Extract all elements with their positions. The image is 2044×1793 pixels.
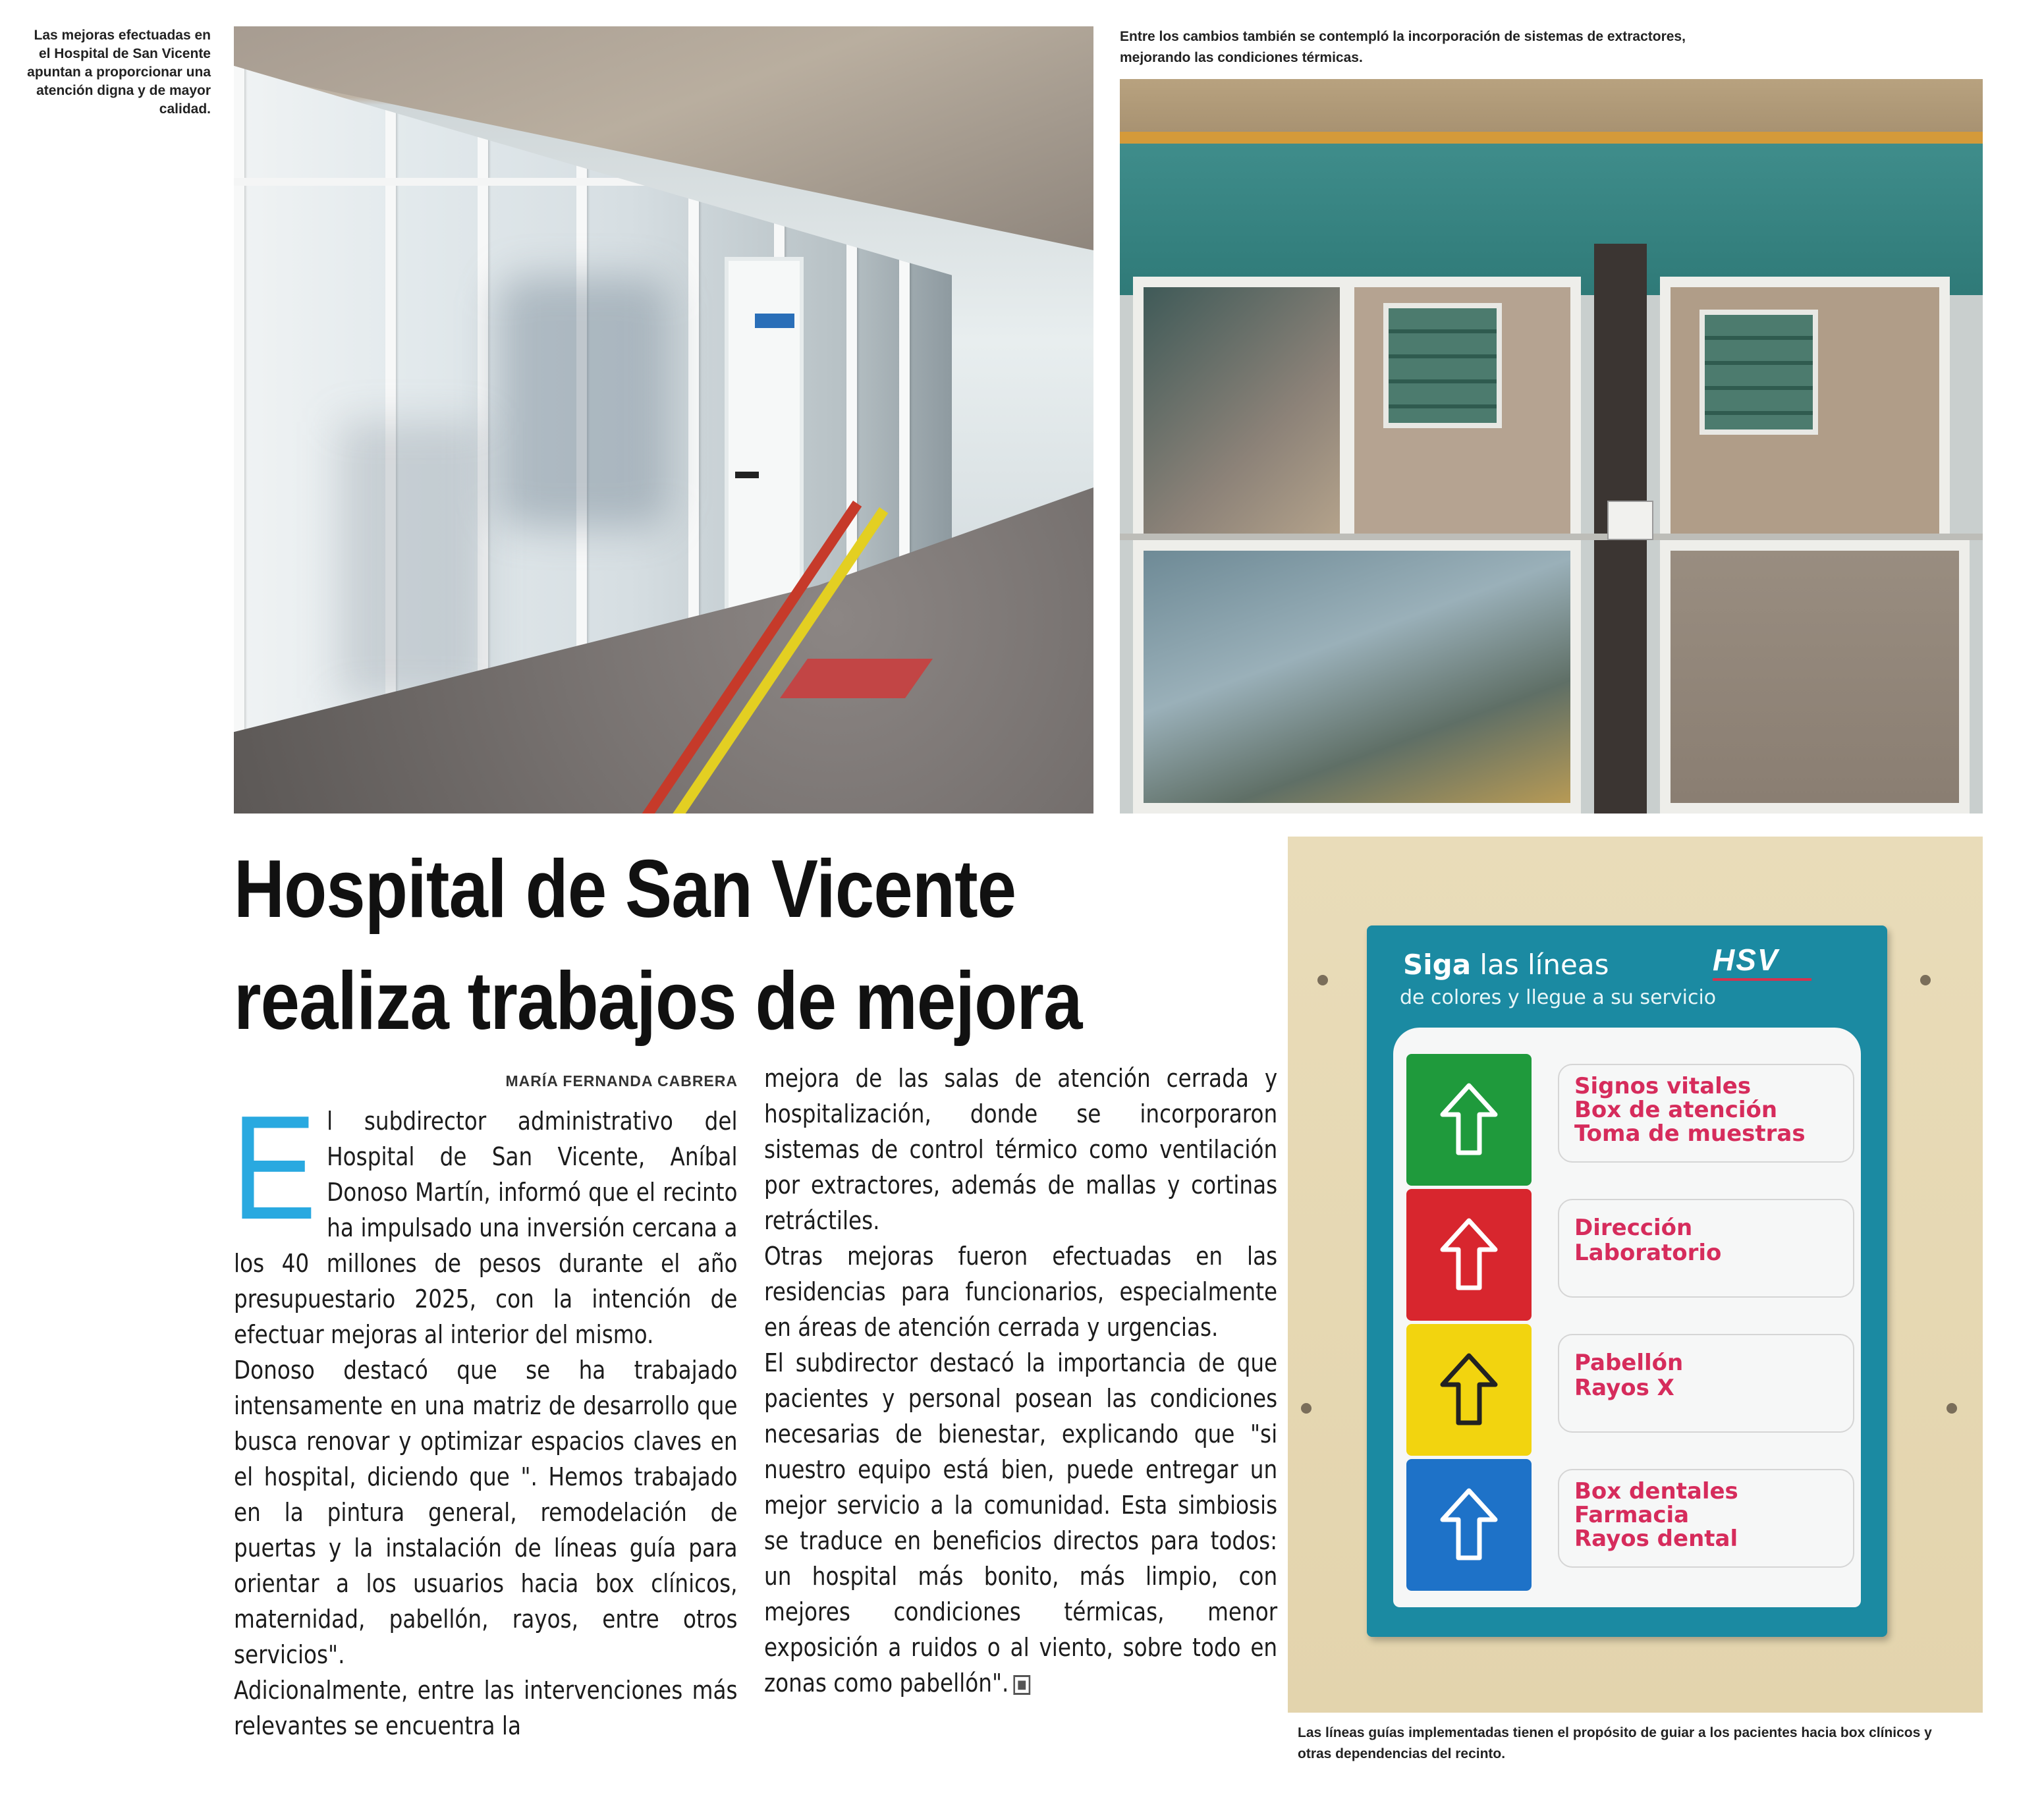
sign-label: Farmacia	[1574, 1502, 1690, 1528]
extractor-louver	[1383, 303, 1502, 428]
article-byline: MARÍA FERNANDA CABRERA	[505, 1072, 738, 1090]
red-arrow-square	[1406, 1189, 1532, 1321]
article-paragraph: Otras mejoras fueron efectuadas en las residencias para funcionarios, especialmente en áreas de atención cerrada y urgencias.	[764, 1242, 1278, 1342]
photo-caption-guide-lines: Las líneas guías implementadas tienen el propósito de guiar a los pacientes hacia box clínicos y otras dependencias del recinto.	[1298, 1725, 1932, 1761]
headline-line-1: Hospital de San Vicente	[234, 844, 1016, 935]
hsv-logo-accent	[1713, 978, 1811, 981]
article-paragraph: Adicionalmente, entre las intervenciones más relevantes se encuentra la	[234, 1676, 738, 1740]
drop-cap: E	[231, 1084, 317, 1250]
sign-row-green	[1406, 1054, 1854, 1186]
sign-title: Siga las líneas	[1403, 949, 1609, 981]
sign-row-red	[1406, 1189, 1854, 1321]
article-paragraph: mejora de las salas de atención cerrada y hospitalización, donde se incorporaron sistemas de control térmico como ventilación por extractores, además de mallas y cortinas retráctiles.	[764, 1064, 1278, 1235]
sign-row-blue	[1406, 1459, 1854, 1591]
door-sign	[755, 314, 794, 328]
article-column-1	[231, 1070, 738, 1744]
orange-pipe	[1120, 132, 1983, 144]
green-arrow-square	[1406, 1054, 1532, 1186]
sign-label: Dirección	[1574, 1215, 1693, 1241]
article-column-2	[764, 1061, 1277, 1701]
sign-label: Toma de muestras	[1574, 1120, 1806, 1147]
door-handle	[735, 472, 759, 478]
sign-label: Signos vitales	[1574, 1073, 1752, 1099]
hsv-logo: HSV	[1713, 943, 1779, 977]
article-paragraph: El subdirector administrativo del Hospital de San Vicente, Aníbal Donoso Martín, informó que el recinto ha impulsado una inversión cercana a los 40 millones de pesos durante el año presupuestario 2025, con la intención de efectuar mejoras al interior del mismo.	[231, 1084, 738, 1349]
window-panel	[1660, 540, 1970, 814]
article-paragraph: El subdirector destacó la importancia de que pacientes y personal posean las condiciones necesarias de bienestar, explicando que "si nuestro equipo está bien, puede entregar un mejor servicio a la comunidad. Esta simbiosis se traduce en beneficios directos para todos: un hospital más bonito, más limpio, con mejores condiciones térmicas, menor exposición a ruidos o al viento, sobre todo en zonas como pabellón". ■	[764, 1348, 1278, 1697]
up-arrow-icon	[1436, 1350, 1502, 1429]
photo-caption-extractors: Entre los cambios también se contempló la incorporación de sistemas de extractores, mejorando las condiciones térmicas.	[1120, 29, 1686, 65]
sign-panel	[1393, 1028, 1861, 1607]
sign-label: Box de atención	[1574, 1097, 1778, 1123]
sign-label: Rayos X	[1574, 1375, 1674, 1401]
article-paragraph: Donoso destacó que se ha trabajado intensamente en una matriz de desarrollo que busca renovar y optimizar espacios claves en el hospital, diciendo que ". Hemos trabajado en la pintura general, remodelación de puertas y la instalación de líneas guía para orientar a los usuarios hacia box clínicos, maternidad, pabellón, rayos, entre otros servicios".	[234, 1356, 738, 1669]
photo-caption-corridor: Las mejoras efectuadas en el Hospital de San Vicente apuntan a proporcionar una atención digna y de mayor calidad.	[27, 28, 211, 117]
extractor-louver	[1699, 310, 1818, 435]
up-arrow-icon	[1436, 1485, 1502, 1564]
sign-label: Box dentales	[1574, 1478, 1738, 1504]
window-panel	[1133, 540, 1581, 814]
yellow-arrow-square	[1406, 1324, 1532, 1456]
sign-label: Rayos dental	[1574, 1526, 1738, 1552]
article-headline	[234, 833, 1140, 1057]
junction-box	[1607, 501, 1653, 540]
guide-signboard	[1367, 925, 1887, 1637]
sign-label: Laboratorio	[1574, 1240, 1722, 1266]
electrical-conduit	[1120, 534, 1983, 540]
photo-hospital-corridor	[234, 26, 1093, 814]
blue-arrow-square	[1406, 1459, 1532, 1591]
photo-window-extractors	[1120, 79, 1983, 814]
headline-line-2: realiza trabajos de mejora	[234, 956, 1082, 1047]
sign-subtitle: de colores y llegue a su servicio	[1400, 986, 1717, 1009]
window-panel	[1133, 277, 1350, 553]
up-arrow-icon	[1436, 1215, 1502, 1294]
end-of-article-icon: ■	[1013, 1675, 1030, 1695]
sign-row-yellow	[1406, 1324, 1854, 1456]
sign-label: Pabellón	[1574, 1350, 1684, 1376]
up-arrow-icon	[1436, 1080, 1502, 1159]
teal-wall-band	[1120, 144, 1983, 295]
photo-guide-sign	[1288, 837, 1983, 1713]
